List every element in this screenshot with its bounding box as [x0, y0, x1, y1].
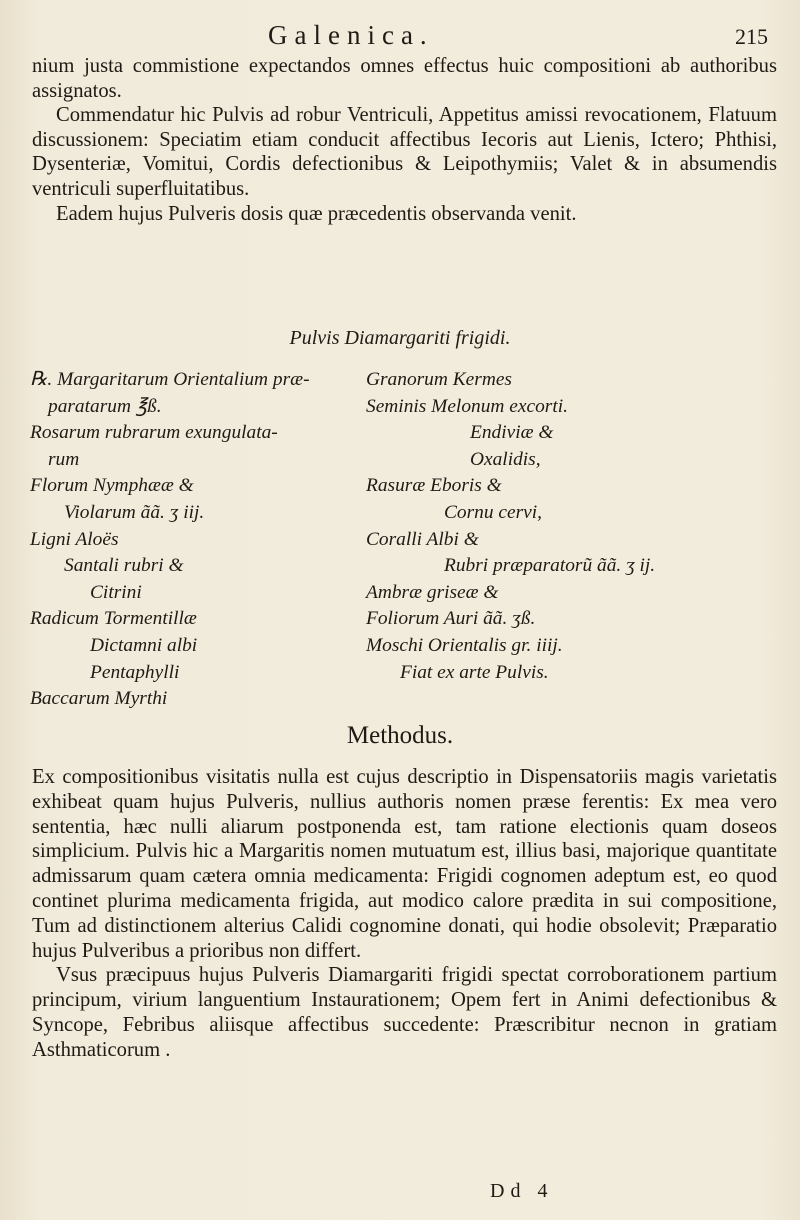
ingredient-line: Rubri præparatorũ ãã. ʒ ij. — [444, 555, 656, 577]
ingredient-line: Ambræ griseæ & — [366, 581, 499, 603]
ingredient-line: Baccarum Myrthi — [30, 688, 168, 710]
ingredient-line: Violarum ãã. ʒ iij. — [64, 501, 205, 523]
ingredient-line: ℞. Margaritarum Orientalium præ- — [30, 369, 310, 390]
recipe-title: Pulvis Diamargariti frigidi. — [289, 327, 511, 349]
recipe-ingredients-right — [366, 367, 776, 686]
ingredient-line: Rosarum rubrarum exungulata- — [30, 422, 278, 444]
page-header — [0, 20, 800, 56]
method-paragraph: Vsus præcipuus hujus Pulveris Diamargariti frigidi spectat corroborationem partium principum, virium languentium Instaurationem; Opem fert in Animi defectionibus & Syncope, Febribus aliisque affectibus succedente: Præscribitur necnon in gratiam Asthmaticorum . — [32, 964, 777, 1061]
signature-mark: Dd 4 — [490, 1180, 554, 1202]
ingredient-line: Oxalidis, — [470, 448, 541, 470]
method-paragraph: Ex compositionibus visitatis nulla est cujus descriptio in Dispensatoriis magis varietatis exhibeat quam hujus Pulveris, nullius authoris nomen præse ferentis: Ex mea vero sententia, hæc nulli aliarum postponenda est, tam ratione electionis quam doseos simplicium. Pulvis hic a Margaritis nomen mutuatum est, illius basi, majorique quantitate admissarum quam cætera omnia medicamenta: Frigidi cognomen adeptum est, eo quod continet plurima medicamenta frigida, aut modico calore prædita in sui compositione, Tum ad distinctionem alterius Calidi cognomine donati, qui hodie obsolevit; Præparatio hujus Pulveribus a prioribus non differt. — [32, 766, 777, 962]
ingredient-line: Moschi Orientalis gr. iiij. — [366, 634, 563, 656]
intro-paragraph: Eadem hujus Pulveris dosis quæ præcedentis observanda venit. — [56, 202, 577, 225]
ingredient-line: Pentaphylli — [90, 661, 180, 683]
ingredient-line: Cornu cervi, — [444, 501, 543, 523]
page-number: 215 — [735, 24, 768, 49]
ingredient-line: paratarum ℥ß. — [48, 395, 162, 417]
method-heading: Methodus. — [346, 722, 454, 749]
running-head: Galenica. — [268, 20, 434, 50]
ingredient-line: Granorum Kermes — [366, 369, 512, 390]
ingredient-line: Santali rubri & — [64, 555, 184, 577]
ingredient-line: Endiviæ & — [470, 422, 554, 444]
ingredient-line: Citrini — [90, 581, 142, 603]
method-text — [32, 765, 777, 1063]
ingredient-line: Foliorum Auri ãã. ʒß. — [366, 608, 536, 630]
ingredient-line: Seminis Melonum excorti. — [366, 395, 568, 417]
intro-paragraph: nium justa commistione expectandos omnes effectus huic compositioni ab authoribus assignatos. — [32, 55, 777, 102]
recipe-ingredients-left — [30, 367, 330, 713]
ingredient-line: Ligni Aloës — [30, 528, 119, 550]
ingredient-line: Fiat ex arte Pulvis. — [400, 661, 549, 683]
intro-paragraph: Commendatur hic Pulvis ad robur Ventriculi, Appetitus amissi revocationem, Flatuum discussionem: Speciatim etiam conducit affectibus Iecoris aut Lienis, Ictero; Phthisi, Dysenteriæ, Vomitui, Cordis defectionibus & Leipothymiis; Valet & in absumendis ventriculi superfluitatibus. — [32, 104, 777, 200]
ingredient-line: Radicum Tormentillæ — [30, 608, 197, 630]
ingredient-line: Coralli Albi & — [366, 528, 479, 550]
ingredient-line: Dictamni albi — [90, 634, 198, 656]
ingredient-line: Florum Nymphææ & — [30, 475, 194, 497]
ingredient-line: Rasuræ Eboris & — [366, 475, 502, 497]
intro-text — [32, 54, 777, 226]
ingredient-line: rum — [48, 448, 80, 470]
